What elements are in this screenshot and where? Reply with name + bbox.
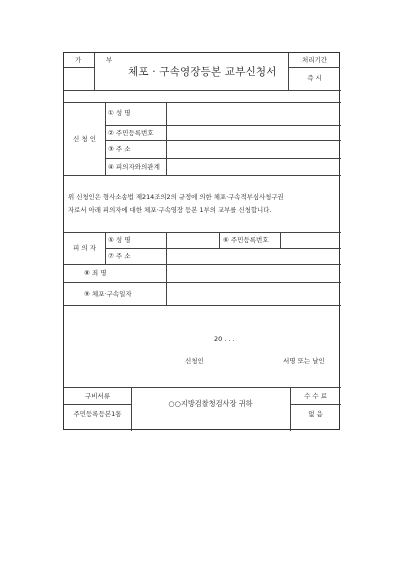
divider <box>131 387 132 431</box>
application-form <box>63 52 340 430</box>
divider <box>105 102 106 175</box>
addressee: ○○지방검찰청검사장 귀하 <box>168 399 253 408</box>
fee-value: 없 음 <box>308 410 323 418</box>
divider <box>94 53 95 90</box>
divider <box>64 404 131 405</box>
divider <box>64 305 341 306</box>
date-line: 20 . . . <box>214 335 235 343</box>
divider <box>288 67 340 68</box>
applicant-section-label: 신 청 인 <box>73 135 96 143</box>
statement-line-2: 자로서 아래 피의자에 대한 체포·구속영장 등본 1부의 교부를 신청합니다. <box>68 206 272 214</box>
arrest-date-label: ⑨ 체포·구속일자 <box>84 290 132 298</box>
fee-label: 수 수 료 <box>304 392 327 400</box>
applicant-id-label: ② 주민등록번호 <box>108 129 154 137</box>
suspect-section-label: 피 의 자 <box>73 244 96 252</box>
divider <box>290 404 341 405</box>
header-ga: 가 <box>75 56 82 64</box>
applicant-relation-label: ④ 피의자와의관계 <box>108 163 160 171</box>
divider <box>280 232 281 248</box>
processing-period-label: 처리기간 <box>301 56 328 64</box>
required-docs-label: 구비서류 <box>84 392 111 400</box>
divider <box>219 232 220 248</box>
statement-line-1: 위 신청인은 형사소송법 제214조의2의 규정에 의한 체포·구속적부심사청구권 <box>68 193 284 201</box>
divider <box>64 264 341 265</box>
divider <box>105 125 341 126</box>
seal-label: 서명 또는 날인 <box>283 357 325 365</box>
processing-period-value: 즉 시 <box>307 74 322 82</box>
divider <box>64 90 341 91</box>
required-docs-value: 주민등록등본1통 <box>73 410 122 418</box>
suspect-name-label: ⑤ 성 명 <box>108 236 131 244</box>
form-title: 체포 · 구속영장등본 교부신청서 <box>128 66 277 78</box>
divider <box>64 175 341 176</box>
divider <box>105 232 106 264</box>
divider <box>105 158 341 159</box>
charge-label: ⑧ 죄 명 <box>84 269 107 277</box>
suspect-address-label: ⑦ 주 소 <box>108 252 131 260</box>
divider <box>166 102 167 175</box>
divider <box>166 264 167 305</box>
header-bu: 부 <box>106 56 113 64</box>
divider <box>166 232 167 264</box>
divider <box>105 140 341 141</box>
divider <box>64 67 94 68</box>
divider <box>105 248 341 249</box>
suspect-id-label: ⑥ 주민등록번호 <box>223 236 269 244</box>
applicant-sign-label: 신청인 <box>185 357 204 365</box>
divider <box>64 387 341 388</box>
divider <box>64 282 341 283</box>
applicant-name-label: ① 성 명 <box>108 109 131 117</box>
applicant-address-label: ③ 주 소 <box>108 145 131 153</box>
